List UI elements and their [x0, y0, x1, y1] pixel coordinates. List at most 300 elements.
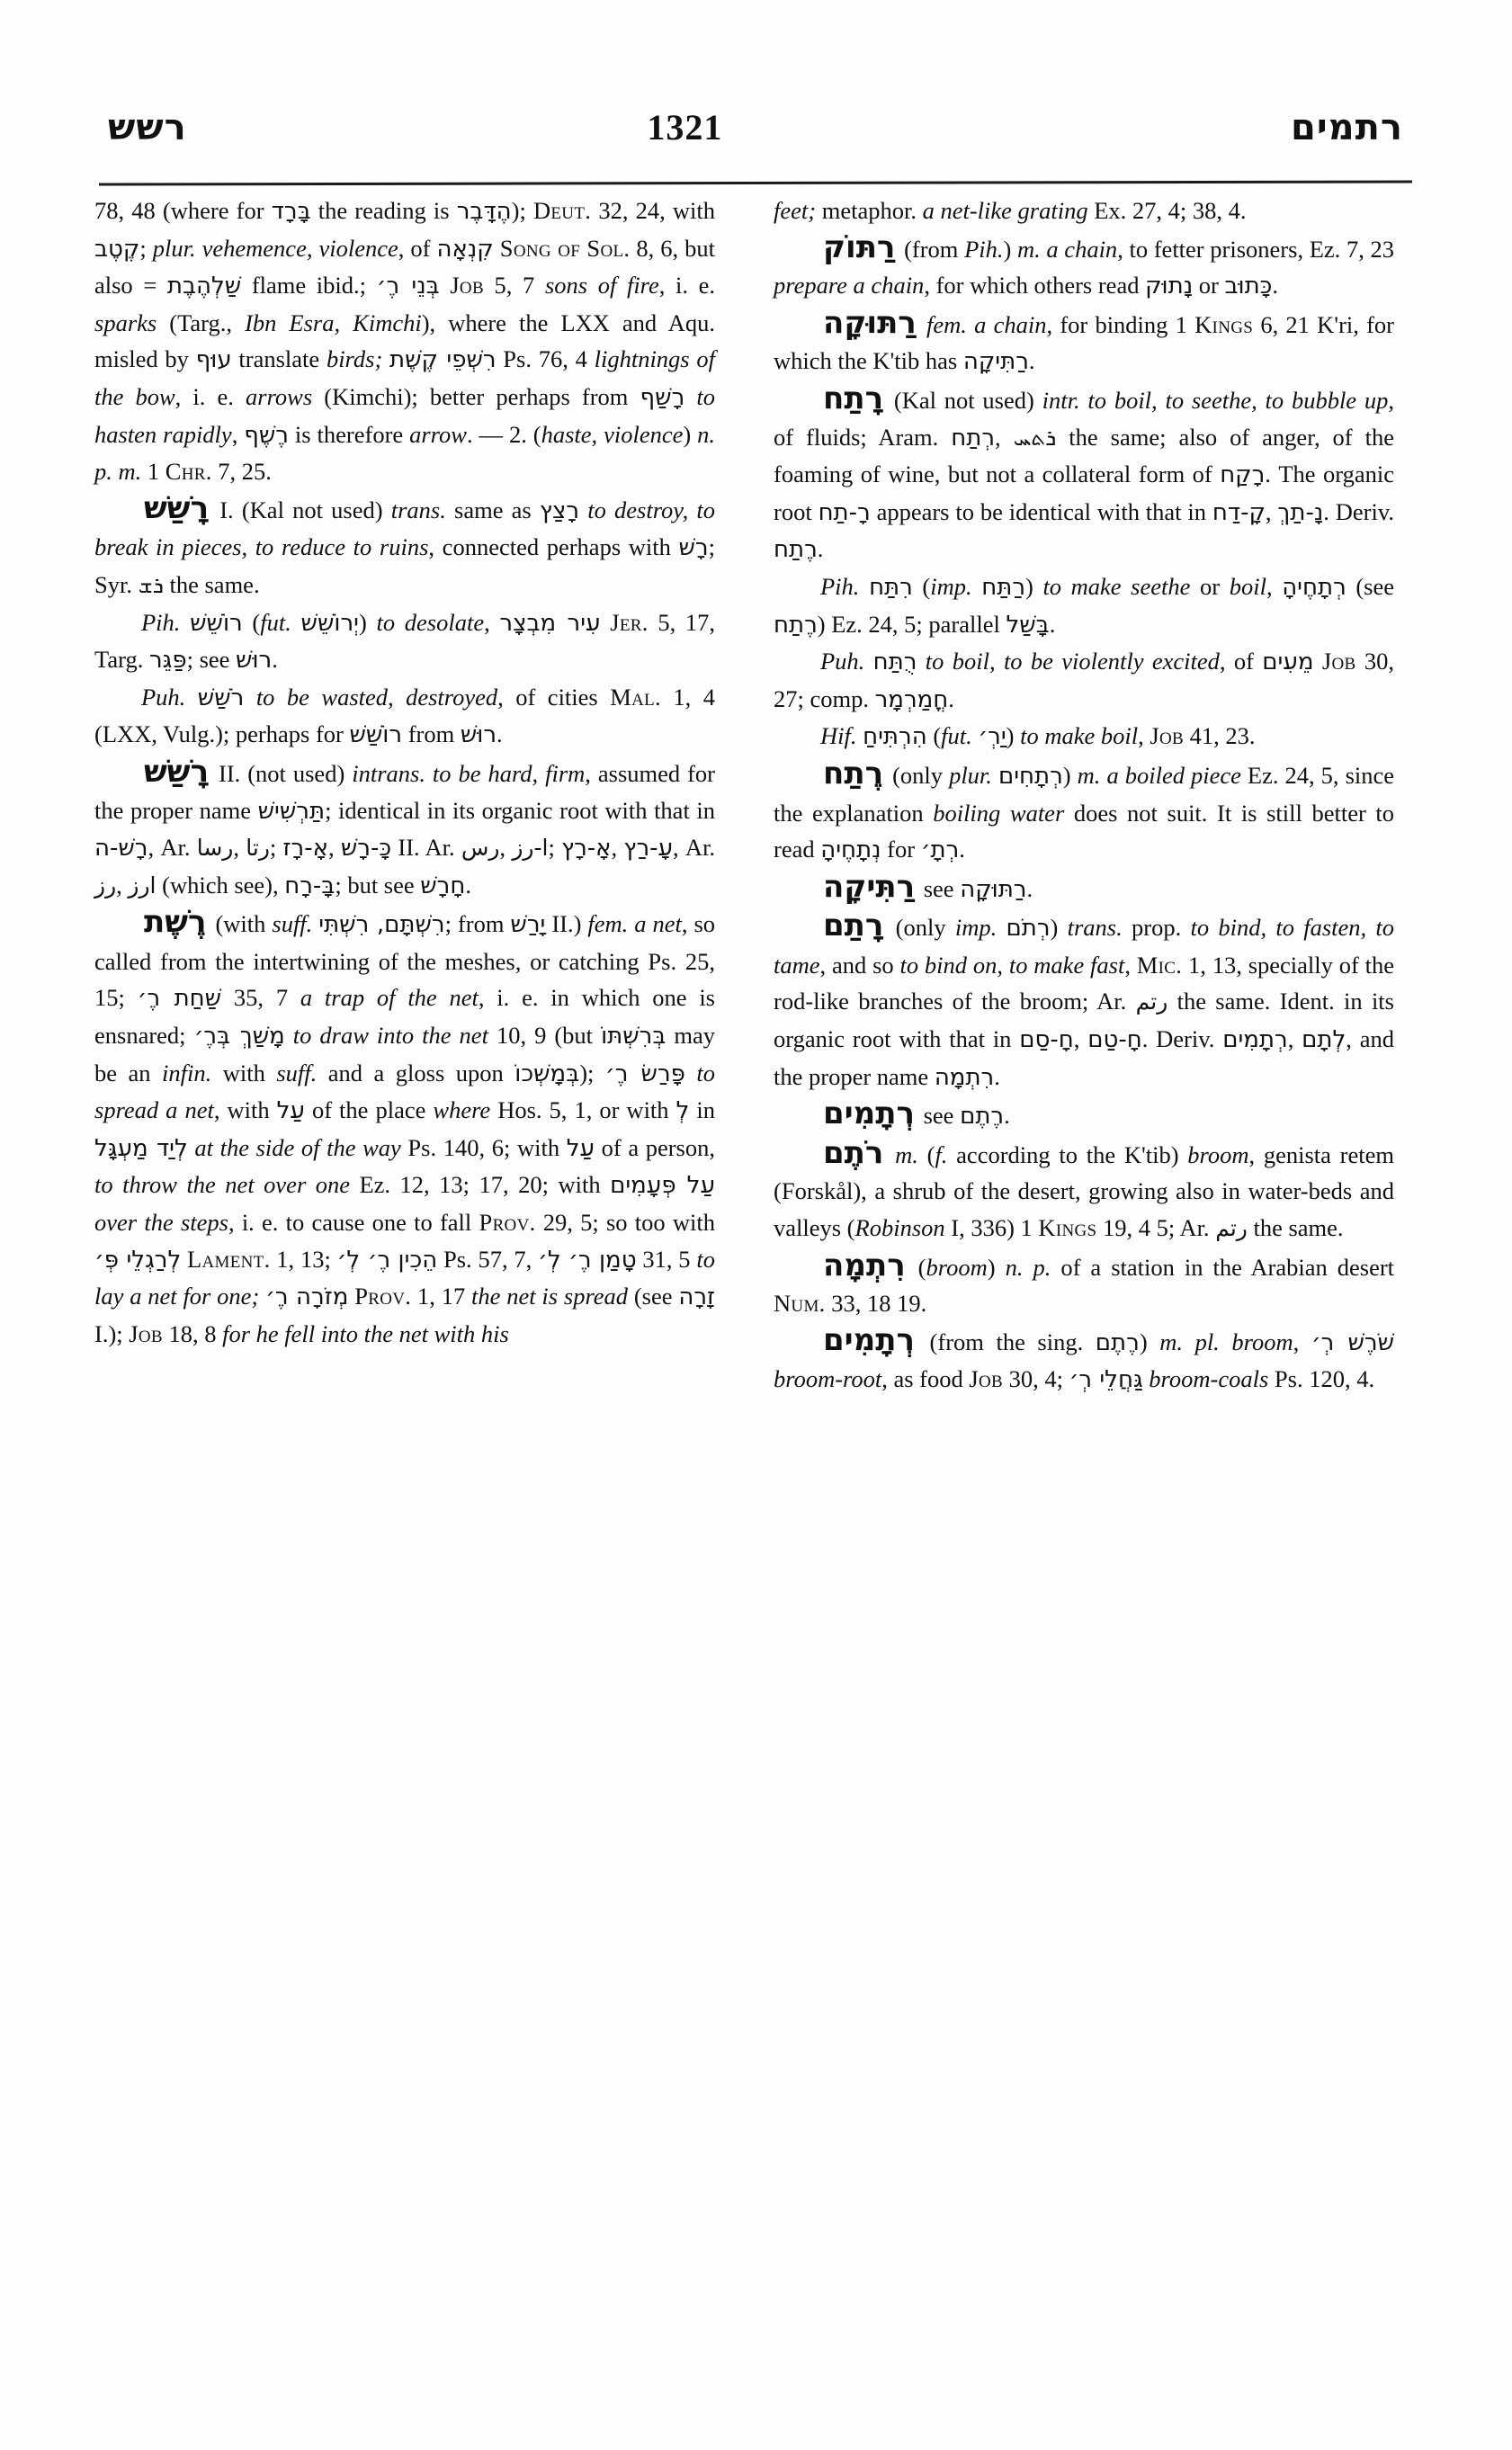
gloss-text: n. p. m.	[94, 420, 715, 486]
entry-headword: רָתַח	[823, 380, 884, 416]
hebrew-text: לְ	[675, 1097, 690, 1125]
hebrew-text: רֻתַּח	[872, 648, 917, 676]
body-text: .	[1026, 874, 1033, 902]
body-text: ,	[1287, 1025, 1302, 1053]
body-text: . Deriv.	[1323, 497, 1395, 525]
lexicon-entry	[774, 1135, 1394, 1247]
hebrew-text: בְּרִשְׁתּוֹ	[601, 1023, 667, 1051]
gloss-text: broom	[926, 1253, 988, 1281]
semitic-script-text: رتا	[246, 835, 270, 862]
entry-headword: רַתִּיקָה	[823, 868, 916, 905]
body-text: (	[926, 722, 942, 750]
hebrew-text: רָשׁ	[678, 534, 709, 562]
body-text: 29, 5; so too with	[535, 1209, 715, 1237]
entry-headword: רְתָמִים	[823, 1321, 915, 1358]
body-text: 6, 21 K'ri, for which the K'tib has	[774, 310, 1395, 375]
body-text: .	[817, 535, 824, 563]
hebrew-text: מָשַׁךְ בְּרֶ׳	[193, 1023, 285, 1051]
body-text: ,	[116, 871, 129, 899]
gloss-text: broom-coals	[1149, 1365, 1269, 1393]
hebrew-text: רִשְׁתָּם, רִשְׁתִּי	[318, 911, 445, 939]
body-text: )	[987, 1253, 1006, 1281]
body-text: )	[1050, 914, 1068, 942]
gloss-text: arrows	[246, 382, 313, 410]
scripture-reference: Jer.	[610, 608, 649, 636]
body-text: 78, 48 (where for	[94, 197, 272, 224]
body-text	[886, 1141, 895, 1168]
scripture-reference: Prov.	[354, 1283, 412, 1310]
gloss-text: to be hard, firm	[432, 759, 586, 787]
body-text: , so called from the intertwining of the meshes, or catching Ps. 25, 15;	[94, 910, 716, 1012]
body-text: 33, 18 19.	[825, 1290, 927, 1318]
body-text: ,	[1073, 1025, 1088, 1053]
lexicon-entry	[774, 643, 1394, 718]
body-text: 19, 4 5; Ar.	[1096, 1214, 1216, 1242]
body-text: (	[912, 572, 931, 600]
gloss-text: m. pl. broom	[1159, 1328, 1293, 1355]
semitic-script-text: رس	[461, 835, 500, 862]
body-text: . Deriv.	[1141, 1025, 1223, 1053]
lexicon-entry	[774, 380, 1394, 568]
running-head	[108, 106, 1403, 169]
hebrew-text: חָ-סַם	[1019, 1026, 1074, 1054]
gloss-text: to bind, to fasten, to tame	[774, 914, 1395, 979]
hebrew-text: שַׁחַת רֶ׳	[137, 985, 222, 1013]
gloss-text: Hif.	[820, 722, 857, 750]
body-text: . The organic root	[774, 460, 1394, 525]
body-text: , genista retem (Forskål), a shrub of the desert, growing also in water-beds and valleys (	[774, 1140, 1394, 1242]
body-text: the same.	[1247, 1214, 1344, 1242]
body-text: 31, 5	[636, 1245, 697, 1273]
body-text: );	[511, 197, 533, 224]
body-text: ) Ez. 24, 5; parallel	[817, 610, 1007, 638]
body-text: .	[465, 871, 471, 899]
body-text: )	[1062, 761, 1078, 789]
body-text: , to fetter prisoners, Ez. 7, 23	[1117, 235, 1394, 263]
hebrew-text: תַּרְשִׁישׁ	[257, 797, 326, 825]
hebrew-text: יְרוֹשֵׁשׁ	[300, 609, 359, 637]
body-text: .	[1028, 347, 1035, 375]
body-text: ,	[611, 834, 624, 862]
hebrew-text: רוֹשֵׁשׁ	[190, 609, 243, 637]
body-text: , with	[213, 1096, 277, 1124]
hebrew-text: רְתָחִים	[998, 762, 1063, 790]
body-text: .	[272, 646, 278, 674]
body-text: 10, 9 (but	[488, 1022, 602, 1050]
entry-headword: רֶשֶׁת	[144, 904, 207, 941]
body-text: according to the K'tib)	[947, 1140, 1188, 1168]
body-text: (	[242, 608, 261, 636]
hebrew-text: רָצַץ	[539, 496, 580, 524]
gloss-text: Robinson	[854, 1214, 945, 1242]
semitic-script-text: رتم	[1135, 988, 1168, 1015]
body-text: , i. e.	[658, 272, 716, 300]
hebrew-text: כָּתוּב	[1224, 273, 1273, 300]
body-text: Ps. 57, 7,	[437, 1245, 539, 1273]
scripture-reference: Song of Sol.	[499, 234, 631, 262]
body-text: , as food	[881, 1365, 970, 1393]
hebrew-text: רְתַח	[951, 424, 995, 452]
hebrew-text: רֶתַח	[774, 611, 818, 639]
gloss-text: over the steps	[94, 1209, 228, 1237]
hebrew-text: רֶתַח	[774, 536, 818, 564]
body-text: prop.	[1122, 914, 1191, 942]
semitic-script-text: ارز	[128, 872, 157, 899]
body-text: 5, 17, Targ.	[94, 608, 716, 674]
scripture-reference: Kings	[1194, 310, 1254, 338]
gloss-text: Pih.	[964, 235, 1004, 263]
hebrew-text: בָּשַׁל	[1006, 611, 1050, 639]
lexicon-entry	[94, 604, 715, 679]
body-text: 30, 4;	[1003, 1365, 1069, 1393]
body-text: )	[1139, 1328, 1160, 1355]
semitic-script-text: ا-رز	[512, 835, 549, 862]
hebrew-text: הֵכִין רֶ׳ לְ׳	[336, 1246, 438, 1274]
body-text: ,	[995, 423, 1014, 451]
gloss-text: imp.	[930, 572, 972, 600]
entry-headword: רֹתֶם	[823, 1134, 884, 1171]
body-text: flame ibid.;	[241, 272, 377, 300]
body-text	[382, 345, 389, 372]
gloss-text: fem. a net	[587, 910, 682, 938]
body-text	[601, 609, 611, 636]
hebrew-text: רְתֹם	[1006, 915, 1051, 943]
body-text: ,	[1265, 497, 1278, 525]
body-text	[917, 648, 925, 675]
lexicon-entry	[774, 1095, 1394, 1135]
gloss-text: at the side of the way	[194, 1133, 401, 1161]
right-text-column	[774, 192, 1394, 1399]
two-column-body	[0, 192, 1512, 2279]
body-text	[997, 914, 1006, 941]
scripture-reference: Num.	[774, 1290, 826, 1318]
entry-headword: רָשַׁשׁ	[144, 489, 210, 526]
hebrew-text: רִתְמָה	[934, 1063, 995, 1091]
semitic-script-text: رسا	[196, 835, 234, 862]
hebrew-text: רִתַּח	[869, 573, 913, 601]
body-text: 7, 25.	[211, 458, 272, 486]
gloss-text: Ibn Esra, Kimchi	[245, 308, 422, 336]
gloss-text: n. p.	[1005, 1253, 1051, 1281]
hebrew-text: לְרַגְלֵי פְּ׳	[94, 1246, 182, 1274]
body-text: (from the sing.	[917, 1328, 1096, 1355]
body-text: with	[211, 1059, 277, 1086]
body-text: ,	[1124, 951, 1137, 979]
body-text: ,	[231, 420, 245, 448]
hebrew-text: אָ-רָז	[282, 835, 328, 863]
body-text: the same. Ident. in its organic root with that in	[774, 988, 1394, 1053]
gloss-text: broom	[1187, 1140, 1249, 1168]
body-text: ; Syr.	[94, 533, 715, 598]
body-text: 1, 4 (LXX, Vulg.); perhaps for	[94, 683, 716, 748]
body-text: may be an	[94, 1022, 716, 1086]
body-text: , for binding 1	[1046, 310, 1195, 338]
body-text	[494, 235, 500, 262]
gloss-text: to boil, to be violently excited	[925, 648, 1220, 675]
hebrew-text: שַׁלְהֶבֶת	[166, 273, 242, 300]
hebrew-text: קָ-דַח	[1212, 498, 1266, 526]
body-text: II. (not used)	[211, 759, 353, 787]
gloss-text: to make boil	[1020, 722, 1139, 750]
hebrew-text: נָתוּק	[1145, 273, 1194, 300]
gloss-text: Puh.	[820, 648, 865, 675]
gloss-text: broom-root	[774, 1365, 882, 1393]
entry-headword: רִתְמָה	[823, 1247, 906, 1283]
body-text: I.);	[94, 1319, 130, 1347]
hebrew-text: לְיַד מַעְגָּל	[94, 1134, 188, 1162]
hebrew-text: חָ-טַם	[1087, 1026, 1142, 1054]
body-text: , Ar.	[673, 834, 716, 862]
gloss-text: to make seethe	[1042, 572, 1191, 600]
body-text: translate	[231, 345, 327, 373]
gloss-text: suff.	[276, 1059, 318, 1086]
hebrew-text: מְזֹרָה רֶ׳	[265, 1283, 349, 1311]
gloss-text: for he fell into the net with his	[222, 1319, 509, 1347]
body-text: ; from	[444, 910, 511, 938]
body-text: (Targ.,	[157, 308, 246, 336]
gloss-text: plur.	[949, 761, 992, 789]
hebrew-text: רָקַח	[1220, 461, 1266, 489]
hebrew-text: קִנְאָה	[436, 235, 494, 263]
body-text: ,	[233, 834, 246, 862]
gloss-text: to throw the net over one	[94, 1171, 350, 1199]
body-text	[864, 648, 872, 675]
header-rule	[99, 180, 1412, 185]
hebrew-text: רִשְׁפֵי קֶשֶׁת	[389, 346, 497, 374]
body-text	[972, 573, 982, 600]
body-text: (with	[209, 910, 273, 938]
body-text: Ps. 120, 4.	[1268, 1365, 1375, 1393]
body-text: ,	[499, 834, 513, 862]
body-text: II. Ar.	[391, 834, 461, 862]
body-text: 1, 13, specially of the rod-like branches of the broom; Ar.	[774, 951, 1395, 1015]
left-text-column	[94, 192, 715, 1352]
hebrew-text: רֶתֶם	[960, 1103, 1005, 1131]
gloss-text: prepare a chain	[774, 272, 925, 300]
scripture-reference: Mal.	[610, 683, 661, 711]
body-text: metaphor.	[816, 197, 923, 224]
body-text: (	[917, 1140, 935, 1168]
gloss-text: plur. vehemence, violence	[152, 234, 398, 262]
scripture-reference: Kings	[1038, 1214, 1097, 1242]
scripture-reference: Deut.	[532, 197, 592, 224]
gloss-text: birds;	[326, 345, 383, 373]
body-text	[181, 1246, 187, 1273]
hebrew-text: עוּף	[195, 346, 232, 374]
body-text: Hos. 5, 1, or with	[490, 1096, 676, 1124]
gloss-text: infin.	[162, 1059, 212, 1086]
semitic-script-text: رتم	[1215, 1215, 1248, 1242]
hebrew-text: פַּגֵּר	[148, 647, 187, 675]
hebrew-text: רַתַּח	[981, 573, 1025, 601]
hebrew-text: קֶטֶב	[94, 235, 140, 263]
body-text: , i. e. in which one is ensnared;	[94, 984, 715, 1050]
body-text	[992, 762, 998, 789]
scripture-reference: Job	[1321, 648, 1356, 675]
lexicon-entry	[774, 718, 1394, 756]
gloss-text: trans.	[390, 496, 446, 523]
lexicon-entry	[774, 756, 1394, 869]
body-text: , and so	[819, 951, 900, 979]
body-text: .	[1004, 1102, 1010, 1130]
entry-headword: רַתּוּקָה	[823, 304, 917, 341]
gloss-text: imp.	[954, 914, 998, 942]
body-text: (	[908, 1253, 926, 1281]
body-text: I, 336) 1	[944, 1214, 1039, 1242]
body-text: Ez. 12, 13; 17, 20; with	[350, 1171, 611, 1199]
body-text	[859, 573, 869, 600]
gloss-text: m. a boiled piece	[1077, 761, 1241, 789]
gloss-text: to draw into the net	[292, 1022, 488, 1050]
hebrew-text: רַתּוּקָה	[960, 875, 1027, 903]
hebrew-text: הִרְתִּיחַ	[863, 723, 927, 751]
gloss-text: lightnings of the bow	[94, 345, 715, 410]
body-text: , of	[398, 234, 437, 262]
hebrew-text: רַתִּיקָה	[962, 348, 1029, 376]
gloss-text: to bind on, to make fast	[899, 951, 1125, 979]
hebrew-text: אָ-רָץ	[561, 835, 612, 863]
lexicon-entry	[94, 490, 715, 604]
body-text	[684, 383, 696, 410]
body-text: 1, 17	[411, 1283, 472, 1310]
body-text: from	[402, 720, 461, 748]
body-text: .	[994, 1062, 1000, 1090]
gloss-text: sons of fire	[544, 272, 659, 300]
scripture-reference: Job	[450, 272, 484, 300]
body-text: (only	[886, 761, 950, 789]
scripture-reference: Lament.	[187, 1245, 271, 1273]
body-text	[919, 311, 926, 338]
gloss-text: boiling water	[933, 799, 1065, 827]
body-text	[1314, 648, 1322, 675]
semitic-script-text: رز	[94, 872, 117, 899]
body-text: see	[917, 874, 961, 902]
body-text	[425, 760, 433, 787]
body-text: .	[948, 684, 954, 712]
body-text: , i. e. to cause one to fall	[228, 1209, 479, 1237]
entry-headword: רְתָמִים	[823, 1095, 915, 1132]
hebrew-text: רְתָחֶיהָ	[1282, 573, 1346, 601]
body-text: , and the proper name	[774, 1025, 1394, 1090]
gloss-text: arrow	[409, 420, 467, 448]
lexicon-entry	[774, 568, 1394, 643]
running-head-right-hebrew: רתמים	[1291, 107, 1403, 148]
body-text: ;	[269, 834, 283, 862]
body-text: , connected perhaps with	[428, 533, 679, 561]
entry-headword: רָשַׁשׁ	[144, 753, 210, 790]
hebrew-text: בְּנֵי רֶ׳	[376, 273, 440, 300]
body-text: or	[1193, 272, 1225, 300]
body-text: 18, 8	[162, 1319, 223, 1347]
hebrew-text: יַרְ׳	[978, 723, 1007, 751]
hebrew-text: עַל	[276, 1097, 305, 1125]
gloss-text: intrans.	[352, 759, 425, 787]
body-text: ), where the LXX and Aqu. misled by	[94, 308, 716, 373]
gloss-text: fut.	[260, 608, 291, 636]
body-text: ,	[1266, 572, 1283, 600]
hebrew-text: רוּשׁ	[236, 647, 273, 675]
body-text: , Ar.	[148, 834, 197, 862]
body-text: does not suit. It is still better to read	[774, 799, 1394, 863]
body-text: , assumed for the proper name	[94, 759, 715, 824]
body-text: 35, 7	[221, 984, 300, 1012]
gloss-text: f.	[935, 1140, 948, 1168]
gloss-text: to destroy, to break in pieces, to reduce to ruins	[94, 496, 716, 561]
body-text: ; identical in its organic root with that in	[325, 796, 715, 824]
body-text: see	[917, 1102, 961, 1130]
running-head-left-hebrew: רשש	[108, 107, 187, 148]
body-text: the same.	[163, 570, 260, 598]
hebrew-text: כָּ-רָשׁ	[340, 835, 392, 863]
scripture-reference: Job	[129, 1319, 163, 1347]
hebrew-text: טָמַן רֶ׳ לְ׳	[538, 1246, 637, 1274]
hebrew-text: נָ-תַךְ	[1277, 498, 1324, 526]
gloss-text: suff.	[272, 910, 313, 938]
gloss-text: Pih.	[141, 608, 181, 636]
body-text: 1, 13;	[270, 1245, 337, 1273]
gloss-text: to spread a net	[94, 1059, 715, 1124]
hebrew-text: יָרַשׁ	[510, 911, 546, 939]
hebrew-text: רֹשַׁשׁ	[197, 684, 245, 711]
hebrew-text: רָ-תַח	[818, 498, 871, 526]
gloss-text: feet;	[774, 197, 817, 224]
scripture-reference: Mic.	[1136, 951, 1183, 979]
hebrew-text: עָ-רַץ	[623, 835, 674, 863]
body-text: (Kimchi); better perhaps from	[312, 382, 640, 410]
body-text: (see	[628, 1283, 679, 1310]
body-text: (Kal not used)	[886, 386, 1042, 414]
body-text	[685, 1060, 697, 1086]
body-text: ; see	[186, 646, 237, 674]
body-text: 41, 23.	[1183, 722, 1256, 750]
hebrew-text: הֶדָּבֶר	[456, 198, 512, 225]
body-text: 1	[141, 458, 166, 486]
gloss-text: a trap of the net	[300, 984, 479, 1012]
lexicon-entry	[774, 1247, 1394, 1322]
body-text	[185, 684, 197, 711]
page-number: 1321	[647, 107, 723, 148]
body-text: 8, 6, but also =	[94, 234, 715, 300]
body-text: in	[689, 1096, 715, 1124]
gloss-text: a net-like grating	[922, 197, 1088, 224]
body-text: ; but see	[335, 871, 421, 899]
gloss-text: intr. to boil, to seethe, to bubble up	[1042, 386, 1389, 414]
hebrew-text: בְּמָשְׁכוֹ	[514, 1060, 580, 1087]
scripture-reference: Job	[969, 1365, 1003, 1393]
hebrew-text: שֹׁרֶשׁ רְ׳	[1311, 1328, 1395, 1356]
body-text	[285, 1022, 293, 1049]
gloss-text: Pih.	[820, 572, 860, 600]
gloss-text: to be wasted, destroyed	[255, 683, 498, 711]
hebrew-text: רוֹשַׁשׁ	[349, 721, 403, 749]
body-text: appears to be identical with that in	[870, 497, 1212, 525]
hebrew-text: נְתָחֶיהָ	[820, 836, 881, 864]
gloss-text: m.	[895, 1140, 918, 1168]
gloss-text: Puh.	[141, 683, 186, 711]
gloss-text: to hasten rapidly	[94, 382, 715, 448]
gloss-text: boil	[1229, 572, 1266, 600]
lexicon-entry	[774, 192, 1394, 229]
body-text: Ps. 140, 6; with	[400, 1133, 567, 1161]
body-text	[579, 496, 587, 523]
body-text: is therefore	[288, 420, 410, 448]
gloss-text: to lay a net for one;	[94, 1245, 715, 1310]
body-text: );	[579, 1059, 605, 1086]
body-text: , i. e.	[174, 382, 246, 410]
lexicon-entry	[94, 192, 715, 490]
hebrew-text: רְתָמִים	[1222, 1026, 1288, 1054]
scripture-reference: Prov.	[479, 1209, 536, 1237]
